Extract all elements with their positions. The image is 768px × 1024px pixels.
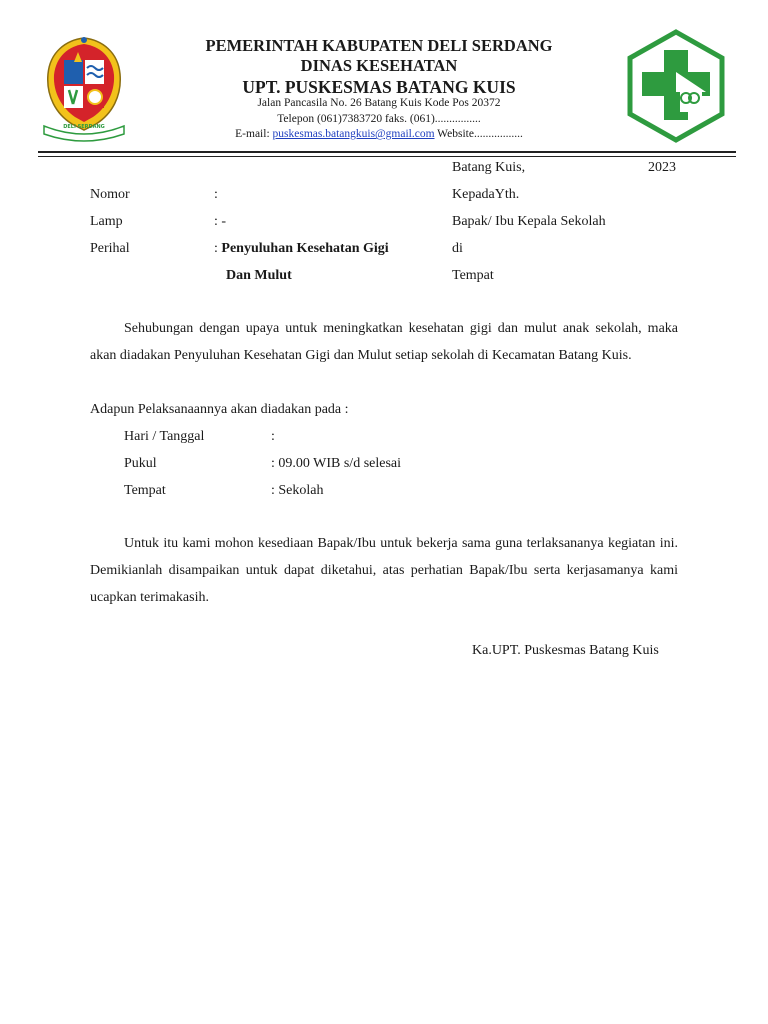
signature-title: Ka.UPT. Puskesmas Batang Kuis xyxy=(472,643,659,658)
perihal-subject-line2: Dan Mulut xyxy=(226,268,292,283)
kop-institution: UPT. PUSKESMAS BATANG KUIS xyxy=(242,77,516,97)
letter-place: Batang Kuis, xyxy=(452,160,526,175)
schedule-intro: Adapun Pelaksanaannya akan diadakan pada : xyxy=(90,402,349,417)
letter-year: 2023 xyxy=(648,160,676,175)
perihal-subject: Penyuluhan Kesehatan Gigi xyxy=(221,241,389,256)
schedule-label-place: Tempat xyxy=(124,483,166,498)
recipient-line-1: KepadaYth. xyxy=(452,187,520,202)
paragraph-closing: Untuk itu kami mohon kesediaan Bapak/Ibu untuk bekerja sama guna terlaksananya kegiatan ini. Demikianlah disampaikan untuk dapat diketahui, atas perhatian Bapak/Ibu serta kerjasamanya kami ucapkan terimakasih. xyxy=(90,536,678,605)
field-value-nomor: : xyxy=(214,187,218,202)
paragraph-opening: Sehubungan dengan upaya untuk meningkatkan kesehatan gigi dan mulut anak sekolah, maka akan diadakan Penyuluhan Kesehatan Gigi dan Mulut setiap sekolah di Kecamatan Batang Kuis. xyxy=(90,321,678,363)
recipient-line-4: Tempat xyxy=(452,268,494,283)
field-label-perihal: Perihal xyxy=(90,241,130,256)
field-value-perihal xyxy=(214,235,389,262)
email-label: E-mail: xyxy=(235,128,273,140)
field-value-lamp: : - xyxy=(214,214,227,229)
perihal-prefix: : xyxy=(214,241,222,256)
kop-address: Jalan Pancasila No. 26 Batang Kuis Kode Pos 20372 xyxy=(257,97,501,109)
field-label-nomor: Nomor xyxy=(90,187,130,202)
email-link[interactable]: puskesmas.batangkuis@gmail.com xyxy=(272,128,435,140)
schedule-value-time: : 09.00 WIB s/d selesai xyxy=(271,456,402,471)
schedule-value-place: : Sekolah xyxy=(271,483,324,498)
kop-department: DINAS KESEHATAN xyxy=(300,56,458,75)
kop-telephone: Telepon (061)7383720 faks. (061)................ xyxy=(277,113,481,125)
letterhead-rule-thin xyxy=(38,156,736,157)
letterhead-rule-thick xyxy=(38,151,736,153)
schedule-label-day: Hari / Tanggal xyxy=(124,429,205,444)
recipient-line-3: di xyxy=(452,241,463,256)
kop-contact xyxy=(150,128,608,140)
emblem-caption: DELI SERDANG xyxy=(63,124,105,130)
field-label-lamp: Lamp xyxy=(90,214,123,229)
recipient-line-2: Bapak/ Ibu Kepala Sekolah xyxy=(452,214,606,229)
website-label: Website................. xyxy=(434,128,523,140)
schedule-label-time: Pukul xyxy=(124,456,157,471)
puskesmas-logo xyxy=(624,28,728,144)
schedule-value-day: : xyxy=(271,429,275,444)
kop-government: PEMERINTAH KABUPATEN DELI SERDANG xyxy=(205,36,553,55)
